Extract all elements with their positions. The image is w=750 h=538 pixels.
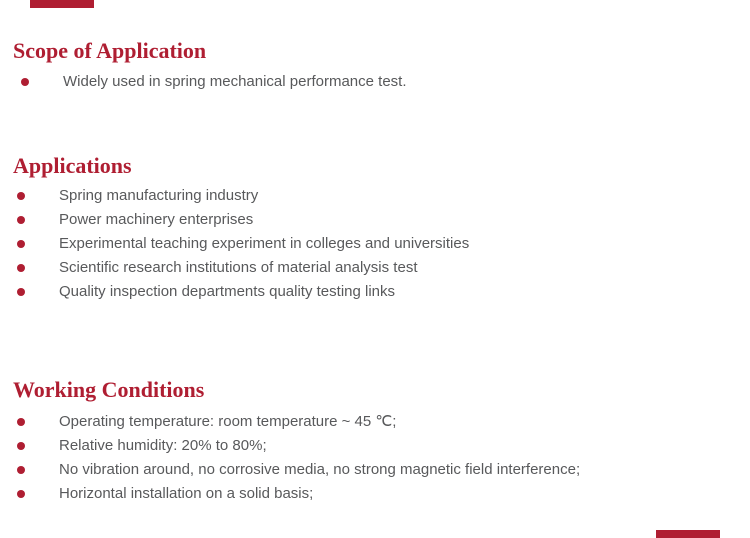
bullet-icon [17,418,25,426]
list-item [0,410,750,434]
bottom-right-accent-bar [656,530,720,538]
bullet-icon [17,240,25,248]
bullet-icon [17,466,25,474]
scope-bullet-list [0,70,750,94]
list-item [0,184,750,208]
working-conditions-bullet-list [0,410,750,506]
bullet-icon [17,216,25,224]
list-item [0,256,750,280]
bullet-icon [17,442,25,450]
top-left-accent-bar [30,0,94,8]
section-title-working-conditions: Working Conditions [13,377,205,403]
list-item [0,70,750,94]
list-item [0,458,750,482]
list-item [0,482,750,506]
list-item-text: Experimental teaching experiment in colleges and universities [59,235,470,252]
list-item [0,280,750,304]
list-item-text: Widely used in spring mechanical performance test. [63,73,407,90]
list-item [0,434,750,458]
section-title-applications: Applications [13,153,132,179]
list-item-text: Power machinery enterprises [59,211,254,228]
list-item-text: Relative humidity: 20% to 80%; [59,437,267,454]
bullet-icon [21,78,29,86]
list-item-text: Scientific research institutions of material analysis test [59,259,418,276]
list-item [0,232,750,256]
list-item-text: Quality inspection departments quality testing links [59,283,396,300]
list-item-text: Spring manufacturing industry [59,187,259,204]
bullet-icon [17,288,25,296]
bullet-icon [17,192,25,200]
list-item-text: Horizontal installation on a solid basis; [59,485,314,502]
section-title-scope-of-application: Scope of Application [13,38,207,64]
applications-bullet-list [0,184,750,304]
list-item [0,208,750,232]
bullet-icon [17,490,25,498]
list-item-text: Operating temperature: room temperature ~ 45 ℃; [59,413,397,430]
list-item-text: No vibration around, no corrosive media, no strong magnetic field interference; [59,461,581,478]
bullet-icon [17,264,25,272]
